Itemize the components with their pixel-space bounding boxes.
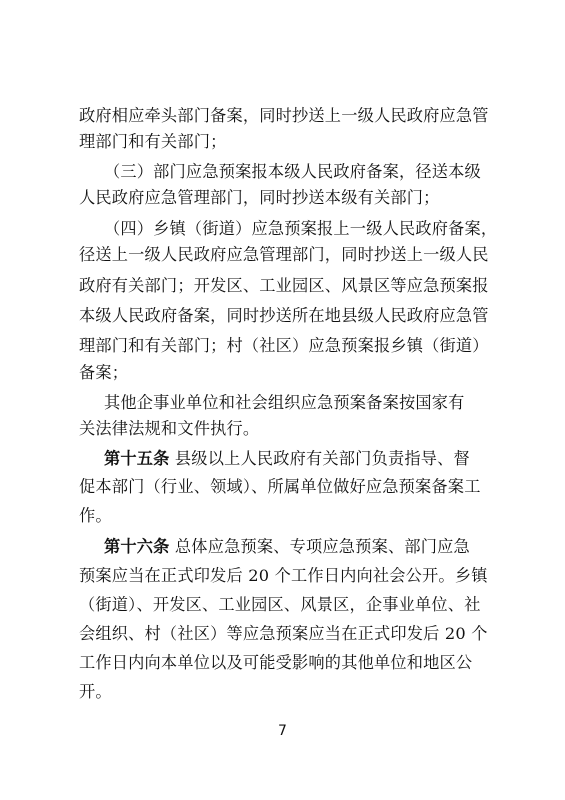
text-line: （街道）、开发区、工业园区、风景区，企事业单位、社: [79, 595, 481, 614]
text-line: 作。: [79, 506, 112, 525]
article-16-label: 第十六条: [104, 537, 170, 556]
text-line: 开。: [79, 682, 112, 701]
text-line: （三）部门应急预案报本级人民政府备案，径送本级: [104, 162, 481, 181]
text-line: 政府相应牵头部门备案，同时抄送上一级人民政府应急管: [79, 106, 489, 125]
text-line: 县级以上人民政府有关部门负责指导、督: [174, 449, 470, 468]
text-line: 人民政府应急管理部门，同时抄送本级有关部门；: [79, 188, 440, 207]
text-line: 工作日内向本单位以及可能受影响的其他单位和地区公: [79, 653, 473, 672]
text-line: 径送上一级人民政府应急管理部门，同时抄送上一级人民: [79, 245, 489, 264]
text-line: 理部门和有关部门；: [79, 132, 227, 151]
text-line: （四）乡镇（街道）应急预案报上一级人民政府备案，: [104, 219, 498, 238]
text-line: 本级人民政府备案，同时抄送所在地县级人民政府应急管: [79, 306, 489, 325]
article-15-first-line: [104, 447, 524, 471]
text-line: 政府有关部门；开发区、工业园区、风景区等应急预案报: [79, 276, 489, 295]
text-line: 备案；: [79, 363, 129, 382]
text-line: 总体应急预案、专项应急预案、部门应急: [174, 537, 470, 556]
text-line: 预案应当在正式印发后 20 个工作日内向社会公开。乡镇: [79, 566, 488, 585]
article-15-label: 第十五条: [104, 449, 170, 468]
article-16-first-line: [104, 535, 524, 559]
page-number: 7: [278, 723, 287, 739]
text-line: 促本部门（行业、领域）、所属单位做好应急预案备案工: [79, 477, 481, 496]
text-line: 其他企事业单位和社会组织应急预案备案按国家有: [104, 393, 465, 412]
text-line: 会组织、村（社区）等应急预案应当在正式印发后 20 个: [79, 624, 488, 643]
text-line: 关法律法规和文件执行。: [79, 419, 260, 438]
text-line: 理部门和有关部门；村（社区）应急预案报乡镇（街道）: [79, 336, 489, 355]
